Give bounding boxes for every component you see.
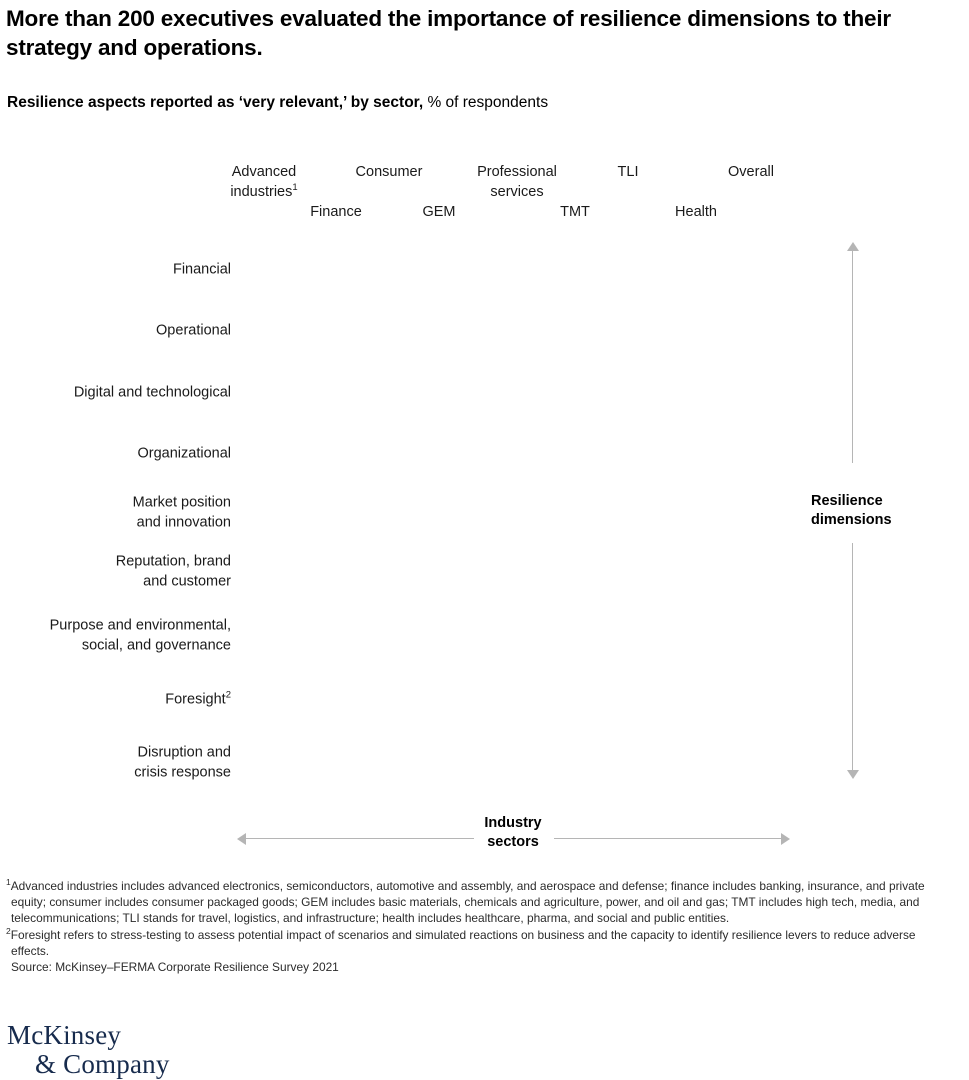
column-header-advanced-industries-line2: industries (230, 183, 293, 200)
horizontal-axis-label (484, 814, 541, 851)
row-label-financial-line1: Financial (172, 261, 231, 278)
footnote-2 (6, 927, 956, 959)
arrow-left-icon (237, 833, 246, 845)
column-header-professional-services-line2: services (490, 183, 544, 200)
column-header-professional-services (447, 163, 587, 202)
footnote-marker-1: 1 (292, 181, 298, 193)
source-line: Source: McKinsey–FERMA Corporate Resilience Survey 2021 (11, 960, 339, 975)
axis-line-right (554, 838, 783, 839)
row-label-reputation-line1: Reputation, brand (115, 553, 231, 570)
row-label-operational (156, 321, 231, 341)
footnote-1-text: Advanced industries includes advanced electronics, semiconductors, automotive and assembly, and aerospace and defense; finance includes banking, insurance, and private equity; consumer includes consumer packaged goods; GEM includes basic materials, chemicals and agriculture, power, and oil and gas; TMT includes high tech, media, and telecommunications; TLI stands for travel, logistics, and infrastructure; health includes healthcare, pharma, and social and public entities. (10, 879, 925, 926)
row-label-disruption-and-crisis-response (134, 744, 231, 783)
row-label-organizational (138, 444, 232, 464)
footnote-1-marker: 1 (6, 877, 11, 888)
row-label-reputation-brand-and-customer (116, 553, 231, 592)
row-label-foresight (165, 690, 231, 710)
column-header-finance: Finance (310, 204, 362, 220)
page-title: More than 200 executives evaluated the importance of resilience dimensions to their strategy and operations. (6, 6, 891, 60)
column-header-gem: GEM (422, 204, 456, 220)
arrow-up-icon (847, 242, 859, 251)
row-label-purpose-and-esg (50, 617, 231, 656)
mckinsey-logo-line2: & Company (35, 1049, 170, 1079)
row-label-purpose-line1: Purpose and environmental, (49, 617, 231, 634)
row-label-market-position-and-innovation (133, 494, 231, 533)
arrow-down-icon (847, 770, 859, 779)
column-header-tli: TLI (617, 164, 639, 180)
row-label-financial (173, 260, 231, 280)
horizontal-axis-label-line2: sectors (487, 833, 539, 850)
column-header-advanced-industries (204, 163, 324, 202)
row-label-digital-and-technological-line1: Digital and technological (73, 384, 231, 401)
footnote-2-text: Foresight refers to stress-testing to assess potential impact of scenarios and simulated reactions on business and the capacity to identify resilience levers to reduce adverse effects. (10, 927, 916, 958)
column-header-overall: Overall (728, 164, 774, 180)
subtitle-light: % of respondents (423, 94, 549, 111)
row-label-digital-and-technological (74, 383, 231, 403)
column-header-health: Health (675, 204, 717, 220)
arrow-right-icon (781, 833, 790, 845)
axis-line-upper (852, 249, 853, 463)
row-label-market-position-line1: Market position (132, 494, 231, 511)
subtitle-bold: Resilience aspects reported as ‘very relevant,’ by sector, (7, 94, 424, 111)
heatmap-plot-area (240, 243, 788, 778)
row-label-disruption-line2: crisis response (134, 764, 231, 780)
row-label-organizational-line1: Organizational (137, 445, 231, 462)
column-header-tmt: TMT (560, 204, 590, 220)
vertical-axis-label (811, 492, 892, 529)
vertical-axis-label-line1: Resilience (811, 493, 883, 509)
axis-line-lower (852, 543, 853, 771)
mckinsey-logo-line1: McKinsey (7, 1020, 122, 1050)
column-header-consumer: Consumer (355, 164, 423, 180)
chart-subtitle (7, 93, 548, 113)
footnote-marker-2: 2 (225, 689, 231, 701)
footnotes (6, 878, 956, 975)
axis-line-left (244, 838, 474, 839)
horizontal-axis-label-line1: Industry (484, 815, 542, 831)
row-label-reputation-line2: and customer (143, 573, 231, 589)
footnote-1 (6, 878, 956, 927)
footnote-2-marker: 2 (6, 925, 11, 936)
row-label-disruption-line1: Disruption and (137, 744, 231, 761)
row-label-market-position-line2: and innovation (136, 514, 231, 530)
mckinsey-logo (7, 1021, 170, 1079)
row-label-foresight-line1: Foresight (165, 691, 226, 708)
row-label-purpose-line2: social, and governance (81, 637, 231, 653)
column-header-professional-services-line1: Professional (477, 164, 557, 180)
vertical-axis-label-line2: dimensions (811, 511, 892, 528)
column-header-advanced-industries-line1: Advanced (231, 164, 297, 180)
row-label-operational-line1: Operational (156, 322, 231, 339)
